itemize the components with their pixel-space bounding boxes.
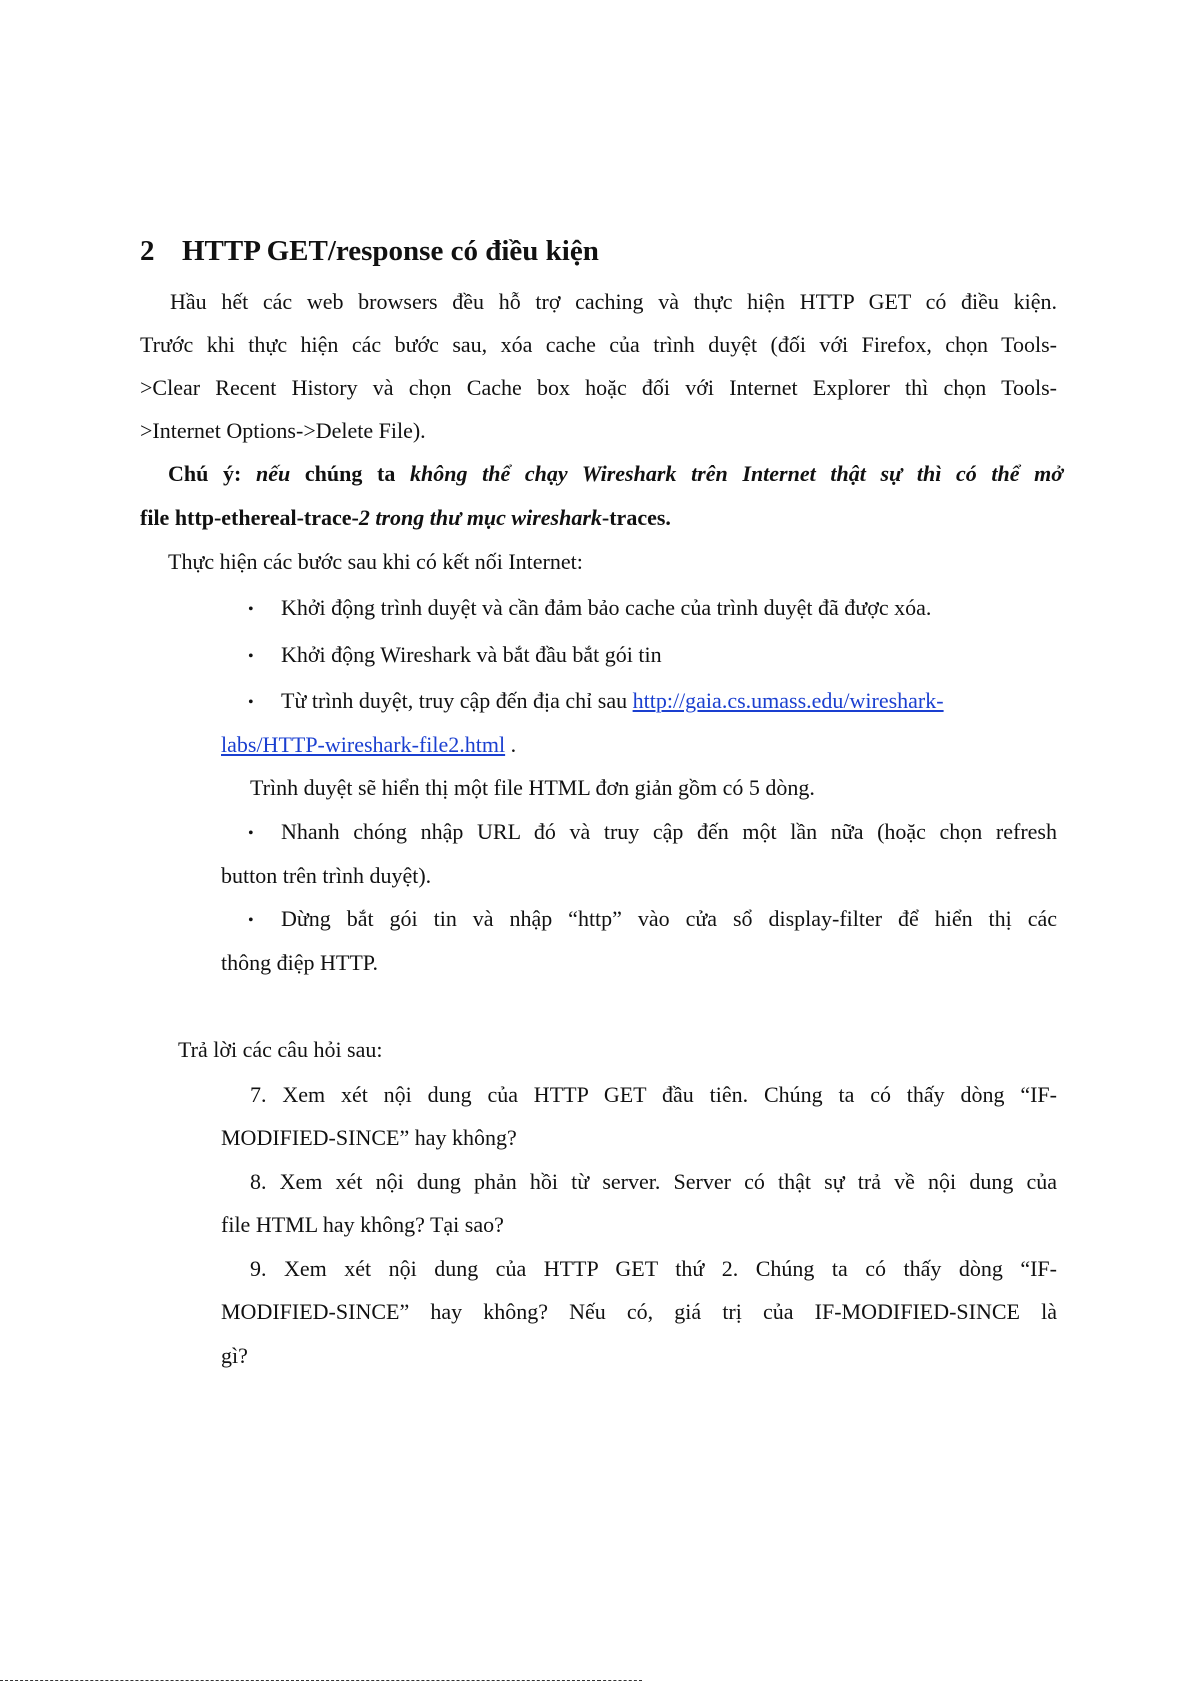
note-part-4: file http-ethereal-trace- — [140, 505, 359, 530]
note-line-1 — [168, 463, 1063, 485]
footer-divider — [0, 1680, 600, 1681]
steps-intro: Thực hiện các bước sau khi có kết nối Internet: — [168, 549, 583, 574]
bullet-2-marker: • — [248, 648, 254, 665]
bullet-5-marker: • — [248, 912, 254, 929]
bullet-4-marker: • — [248, 825, 254, 842]
question-8-line-1: 8. Xem xét nội dung phản hồi từ server. Server có thật sự trả về nội dung của — [250, 1169, 1057, 1194]
section-title: HTTP GET/response có điều kiện — [182, 235, 599, 267]
bullet-3-end: . — [510, 732, 517, 757]
section-heading — [140, 237, 599, 266]
intro-line-2: Trước khi thực hiện các bước sau, xóa cache của trình duyệt (đối với Firefox, chọn Tools- — [140, 332, 1057, 357]
note-part-2: chúng ta — [304, 461, 396, 486]
intro-line-3: >Clear Recent History và chọn Cache box hoặc đối với Internet Explorer thì chọn Tools- — [140, 375, 1057, 400]
bullet-3-line-2 — [221, 734, 516, 756]
questions-intro: Trả lời các câu hỏi sau: — [178, 1037, 383, 1062]
bullet-5-line-2: thông điệp HTTP. — [221, 950, 379, 975]
bullet-4-line-2: button trên trình duyệt). — [221, 863, 432, 888]
bullet-3-link-part-1[interactable]: http://gaia.cs.umass.edu/wireshark- — [632, 688, 944, 713]
intro-line-1: Hầu hết các web browsers đều hỗ trợ caching và thực hiện HTTP GET có điều kiện. — [170, 289, 1057, 314]
bullet-3-link-part-2[interactable]: labs/HTTP-wireshark-file2.html — [221, 732, 506, 757]
bullet-3-line-1 — [281, 690, 944, 712]
note-part-5: 2 trong thư mục wireshark — [358, 505, 602, 530]
bullet-5-line-1: Dừng bắt gói tin và nhập “http” vào cửa sổ display-filter để hiển thị các — [281, 906, 1057, 931]
intro-line-4: >Internet Options->Delete File). — [140, 418, 426, 443]
note-label: Chú ý: — [168, 461, 242, 486]
note-part-6: -traces. — [601, 505, 671, 530]
bullet-3-marker: • — [248, 694, 254, 711]
question-9-line-2: MODIFIED-SINCE” hay không? Nếu có, giá trị của IF-MODIFIED-SINCE là — [221, 1299, 1057, 1324]
question-7-line-1: 7. Xem xét nội dung của HTTP GET đầu tiên. Chúng ta có thấy dòng “IF- — [250, 1082, 1057, 1107]
bullet-3-note: Trình duyệt sẽ hiển thị một file HTML đơn giản gồm có 5 dòng. — [250, 775, 815, 800]
question-7-line-2: MODIFIED-SINCE” hay không? — [221, 1125, 517, 1150]
note-part-1: nếu — [255, 461, 291, 486]
footer-divider-short — [598, 1680, 642, 1681]
bullet-3-text: Từ trình duyệt, truy cập đến địa chỉ sau — [281, 688, 628, 713]
note-part-3: không thể chạy Wireshark trên Internet thật sự thì có thể mở — [410, 461, 1064, 486]
section-number: 2 — [140, 235, 155, 267]
bullet-1-marker: • — [248, 601, 254, 618]
question-8-line-2: file HTML hay không? Tại sao? — [221, 1212, 504, 1237]
bullet-2-text: Khởi động Wireshark và bắt đầu bắt gói tin — [281, 642, 662, 667]
note-line-2 — [140, 507, 671, 529]
question-9-line-1: 9. Xem xét nội dung của HTTP GET thứ 2. Chúng ta có thấy dòng “IF- — [250, 1256, 1057, 1281]
bullet-1-text: Khởi động trình duyệt và cần đảm bảo cache của trình duyệt đã được xóa. — [281, 595, 932, 620]
bullet-4-line-1: Nhanh chóng nhập URL đó và truy cập đến một lần nữa (hoặc chọn refresh — [281, 819, 1057, 844]
question-9-line-3: gì? — [221, 1343, 248, 1368]
